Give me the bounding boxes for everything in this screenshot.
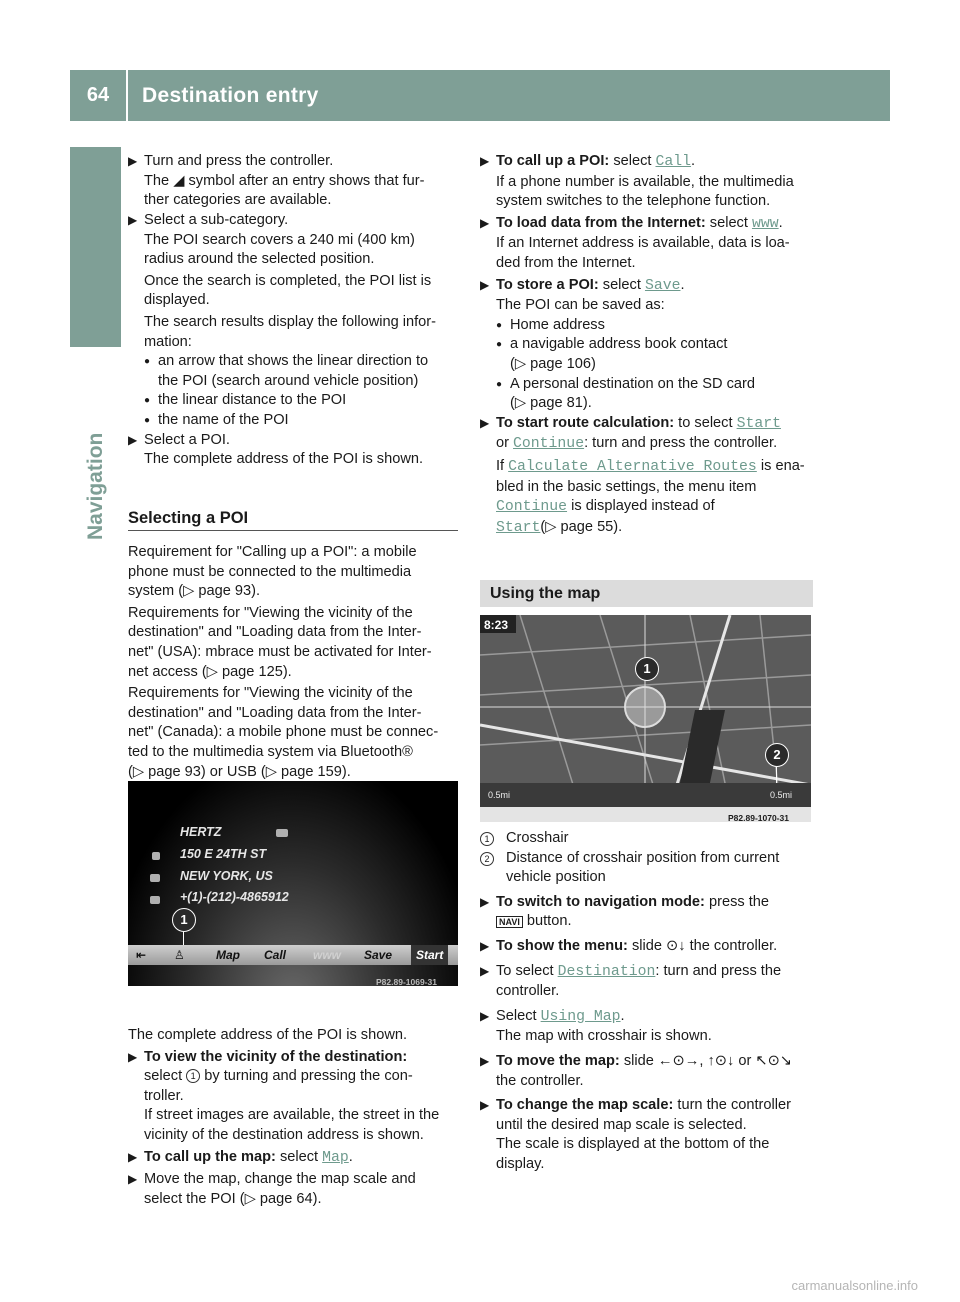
caption-strip	[480, 807, 811, 822]
text: by turning and pressing the con-	[200, 1068, 413, 1085]
text: turn the controller	[673, 1097, 791, 1114]
text: The POI search covers a 240 mi (400 km)	[144, 231, 415, 248]
text: Requirements for "Viewing the vicinity of the	[128, 685, 413, 702]
text: bled in the basic settings, the menu item	[496, 478, 757, 495]
bullet-icon: ●	[144, 356, 151, 368]
text: .	[691, 153, 696, 169]
text: (▷ page 93) or USB (▷ page 159).	[128, 763, 351, 780]
text: select	[705, 214, 752, 231]
text: to select	[674, 414, 737, 431]
text: Home address	[510, 316, 605, 333]
arrow-icon: ▶	[480, 1098, 490, 1113]
text: net access (▷ page 125).	[128, 663, 292, 680]
text: .	[778, 214, 783, 231]
text: select the POI (▷ page 64).	[144, 1190, 322, 1207]
text: If	[496, 457, 509, 474]
text: : turn and press the controller.	[584, 435, 778, 452]
bullet-icon: ●	[496, 319, 503, 331]
text: The scale is displayed at the bottom of the	[496, 1136, 770, 1153]
arrow-icon: ▶	[128, 154, 138, 168]
phone-icon	[150, 896, 160, 904]
text: troller.	[144, 1087, 184, 1104]
text: ted to the multimedia system via Bluetooth®	[128, 743, 413, 760]
text: the linear distance to the POI	[158, 392, 347, 409]
menu-ref: Destination	[557, 963, 656, 980]
text: The	[144, 172, 174, 189]
poi-menu-bar	[128, 945, 458, 965]
text: the controller.	[496, 1072, 584, 1089]
map-screenshot	[480, 615, 811, 807]
menu-www[interactable]: www	[313, 948, 342, 962]
text: To show the menu:	[496, 937, 628, 954]
text: .	[348, 1148, 353, 1165]
text: ded from the Internet.	[496, 254, 636, 271]
text: or	[496, 435, 514, 452]
arrow-icon: ▶	[480, 415, 490, 430]
callout-number-icon: 1	[480, 832, 494, 846]
header-divider	[126, 70, 128, 121]
text: mation:	[144, 333, 192, 350]
text: Select a POI.	[144, 431, 230, 448]
side-tab-label: Navigation	[83, 432, 107, 540]
text: display.	[496, 1155, 545, 1172]
text: vehicle position	[506, 869, 606, 886]
text: To switch to navigation mode:	[496, 893, 705, 910]
text: select	[144, 1068, 187, 1085]
watermark: carmanualsonline.info	[791, 1278, 918, 1294]
menu-ref: Continue	[496, 499, 568, 516]
text: : turn and press the	[655, 962, 782, 979]
name-icon	[276, 829, 288, 837]
text: The complete address of the POI is shown.	[128, 1027, 408, 1043]
text: controller.	[496, 983, 560, 1000]
poi-actions	[480, 152, 813, 538]
text: slide ⊙↓ the controller.	[627, 937, 778, 954]
text: To move the map:	[496, 1052, 620, 1069]
text: To change the map scale:	[496, 1097, 674, 1114]
city-icon	[150, 874, 160, 882]
text: Once the search is completed, the POI list is	[144, 272, 432, 289]
text: an arrow that shows the linear direction to	[158, 353, 429, 370]
text: is displayed instead of	[567, 498, 715, 515]
text: To select	[496, 962, 558, 979]
arrow-icon: ▶	[128, 1172, 138, 1187]
arrow-icon: ▶	[480, 277, 490, 292]
text: phone must be connected to the multimedia	[128, 563, 412, 580]
text: If a phone number is available, the multimedia	[496, 173, 794, 190]
text: system switches to the telephone function.	[496, 193, 771, 210]
arrow-icon: ▶	[480, 938, 490, 953]
text: The map with crosshair is shown.	[496, 1028, 712, 1045]
text: .	[680, 276, 685, 293]
text: is ena-	[756, 457, 805, 474]
after-screenshot	[128, 1026, 461, 1209]
bullet-icon: ●	[496, 339, 503, 351]
arrow-icon: ▶	[480, 894, 490, 909]
arrow-icon: ▶	[480, 1008, 490, 1023]
arrow-icon: ▶	[128, 1149, 138, 1164]
text: To call up the map:	[144, 1148, 276, 1165]
menu-ref: Start	[736, 415, 781, 432]
menu-start[interactable]: Start	[411, 945, 448, 965]
callout-1: 1	[172, 908, 196, 932]
bullet-icon: ●	[496, 378, 503, 390]
text: radius around the selected position.	[144, 251, 375, 268]
poi-name: HERTZ	[180, 825, 222, 839]
person-icon[interactable]: ♙	[174, 948, 185, 962]
text: To store a POI:	[496, 276, 599, 293]
side-tab	[70, 340, 121, 540]
text: (▷ page 55).	[540, 518, 623, 535]
section-title: Using the map	[490, 585, 601, 602]
text: (▷ page 81).	[510, 395, 592, 412]
text: To load data from the Internet:	[496, 214, 706, 231]
screenshot-caption: P82.89-1069-31	[376, 977, 437, 986]
menu-call[interactable]: Call	[264, 948, 287, 962]
text: slide ←⊙→, ↑⊙↓ or ↖⊙↘	[619, 1052, 793, 1069]
text: select	[609, 153, 656, 169]
text: To start route calculation:	[496, 414, 675, 431]
text: .	[620, 1007, 625, 1024]
menu-ref: www	[751, 215, 779, 232]
arrow-icon: ▶	[128, 432, 138, 447]
text: Requirement for "Calling up a POI": a mobile	[128, 544, 417, 560]
poi-phone: +(1)-(212)-4865912	[180, 890, 289, 904]
text: the POI (search around vehicle position)	[158, 372, 419, 389]
menu-ref: Map	[322, 1149, 349, 1166]
text: If street images are available, the street in the	[144, 1107, 440, 1124]
text: A personal destination on the SD card	[510, 375, 756, 392]
text: vicinity of the destination address is shown.	[144, 1126, 424, 1143]
arrow-icon: ▶	[480, 154, 490, 168]
arrow-icon: ▶	[128, 213, 138, 227]
step-turn-press	[128, 152, 461, 211]
bullet-icon: ●	[144, 414, 151, 426]
street-icon	[152, 852, 160, 860]
clock: 8:23	[484, 618, 509, 632]
page-number: 64	[86, 84, 110, 106]
page-header	[70, 70, 890, 121]
text: Select a sub-category.	[144, 212, 289, 228]
text: displayed.	[144, 292, 210, 309]
callout-1: 1	[635, 657, 659, 681]
menu-ref: Continue	[513, 436, 585, 453]
distance-readout: 0.5mi	[770, 790, 793, 800]
requirements	[128, 543, 461, 782]
menu-ref: Using Map	[540, 1008, 621, 1025]
text: To view the vicinity of the destination:	[144, 1048, 408, 1065]
text: the name of the POI	[158, 411, 289, 428]
text: press the	[704, 893, 770, 910]
text: ther categories are available.	[144, 192, 332, 209]
text: select	[598, 276, 645, 293]
text: Move the map, change the map scale and	[144, 1171, 416, 1188]
callout-line	[183, 932, 184, 946]
text: The complete address of the POI is shown.	[144, 451, 424, 468]
text: until the desired map scale is selected.	[496, 1116, 747, 1133]
text: system (▷ page 93).	[128, 583, 261, 600]
text: The search results display the following infor-	[144, 313, 437, 330]
text: Turn and press the controller.	[144, 153, 334, 169]
text: The POI can be saved as:	[496, 297, 665, 314]
text: Requirements for "Viewing the vicinity of the	[128, 604, 413, 621]
text: select	[275, 1148, 323, 1165]
side-tab-block	[70, 147, 121, 347]
submenu-symbol-icon: ◢	[173, 172, 185, 189]
section-heading: Selecting a POI	[128, 509, 249, 527]
step-subcategory	[128, 211, 461, 470]
text: Select	[496, 1007, 541, 1024]
menu-ref: Save	[644, 277, 681, 294]
section-rule	[128, 530, 458, 531]
text: button.	[522, 913, 572, 930]
page-title: Destination entry	[142, 84, 319, 107]
menu-ref: Calculate Alternative Routes	[508, 458, 757, 475]
map-graphic	[480, 615, 811, 807]
back-icon[interactable]: ⇤	[136, 948, 147, 962]
text: To call up a POI:	[496, 153, 610, 169]
menu-ref: Call	[655, 154, 692, 170]
map-scale: 0.5mi	[488, 790, 511, 800]
callout-number-icon: 2	[480, 852, 494, 866]
navi-key-icon: NAVI	[496, 916, 523, 928]
poi-street: 150 E 24TH ST	[180, 847, 267, 861]
menu-ref: Start	[496, 519, 541, 536]
arrow-icon: ▶	[480, 963, 490, 978]
text: destination" and "Loading data from the Inter-	[128, 624, 422, 641]
section-header-using-map	[480, 580, 813, 607]
text: If an Internet address is available, data is loa-	[496, 235, 790, 252]
arrow-icon: ▶	[480, 215, 490, 230]
menu-map[interactable]: Map	[216, 948, 240, 962]
screenshot-caption: P82.89-1070-31	[728, 813, 789, 823]
poi-city: NEW YORK, US	[180, 869, 273, 883]
arrow-icon: ▶	[128, 1049, 138, 1064]
text: Distance of crosshair position from current	[506, 849, 780, 866]
text: Crosshair	[506, 830, 569, 846]
map-instructions	[480, 829, 813, 1175]
text: symbol after an entry shows that fur-	[184, 172, 425, 189]
text: net" (Canada): a mobile phone must be connec-	[128, 724, 439, 741]
text: a navigable address book contact	[510, 336, 728, 353]
callout-line	[776, 767, 777, 783]
text: (▷ page 106)	[510, 355, 596, 372]
callout-2: 2	[765, 743, 789, 767]
menu-save[interactable]: Save	[364, 948, 393, 962]
arrow-icon: ▶	[480, 1053, 490, 1068]
bullet-icon: ●	[144, 395, 151, 407]
text: destination" and "Loading data from the Inter-	[128, 704, 422, 721]
callout-number-icon: 1	[186, 1069, 200, 1083]
text: net" (USA): mbrace must be activated for Inter-	[128, 643, 432, 660]
